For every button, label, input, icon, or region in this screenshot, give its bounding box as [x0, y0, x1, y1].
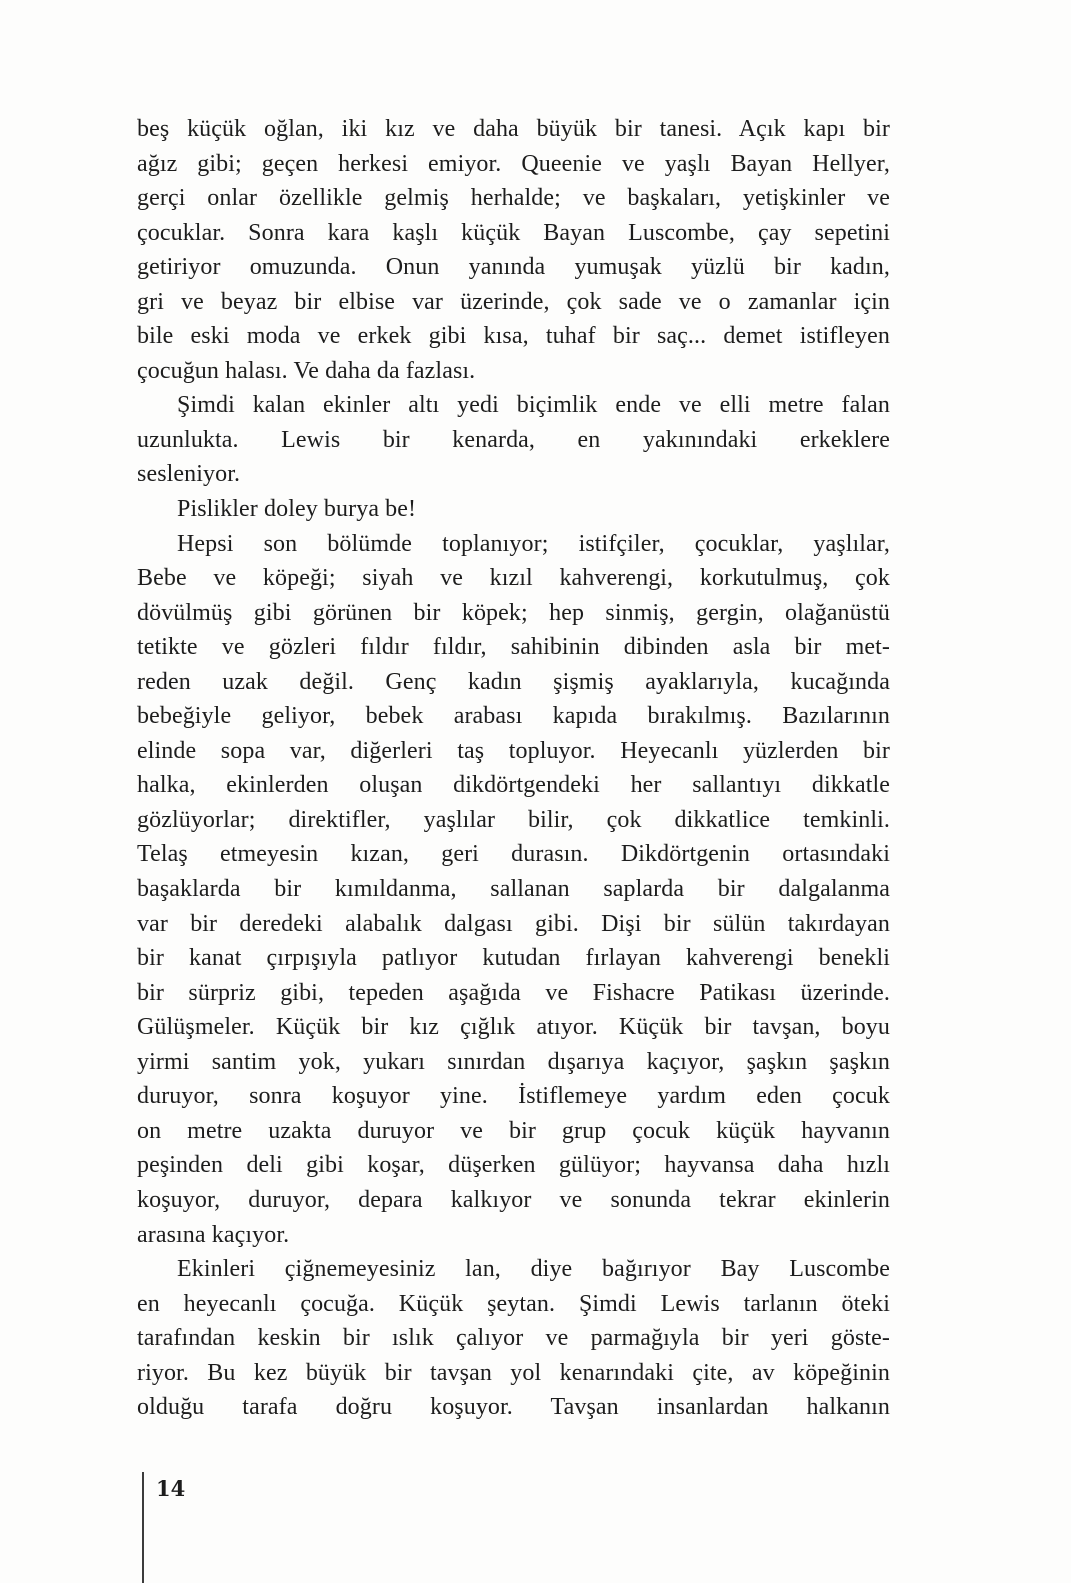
text-line: peşinden deli gibi koşar, düşerken gülüyor; hayvansa daha hızlı — [137, 1152, 890, 1179]
text-line: Hepsi son bölümde toplanıyor; istifçiler, çocuklar, yaşlılar, — [177, 530, 890, 557]
text-line: riyor. Bu kez büyük bir tavşan yol kenarındaki çite, av köpeğinin — [137, 1359, 890, 1386]
text-line: ağız gibi; geçen herkesi emiyor. Queenie ve yaşlı Bayan Hellyer, — [137, 150, 890, 177]
text-line: yirmi santim yok, yukarı sınırdan dışarıya kaçıyor, şaşkın şaşkın — [137, 1048, 890, 1075]
text-line: bir kanat çırpışıyla patlıyor kutudan fırlayan kahverengi benekli — [137, 945, 890, 972]
paragraph — [137, 527, 890, 1252]
text-line: tarafından keskin bir ıslık çalıyor ve parmağıyla bir yeri göste- — [137, 1325, 890, 1352]
text-line: halka, ekinlerden oluşan dikdörtgendeki her sallantıyı dikkatle — [137, 772, 890, 799]
text-line: çocuklar. Sonra kara kaşlı küçük Bayan Luscombe, çay sepetini — [137, 219, 890, 246]
page-number: 14 — [156, 1476, 186, 1501]
text-line: uzunlukta. Lewis bir kenarda, en yakınındaki erkeklere — [137, 426, 890, 453]
text-line: en heyecanlı çocuğa. Küçük şeytan. Şimdi Lewis tarlanın öteki — [137, 1290, 890, 1317]
text-line: bile eski moda ve erkek gibi kısa, tuhaf bir saç... demet istifleyen — [137, 323, 890, 350]
text-line: çocuğun halası. Ve daha da fazlası. — [137, 357, 476, 384]
text-line: gözlüyorlar; direktifler, yaşlılar bilir, çok dikkatlice temkinli. — [137, 806, 890, 833]
text-line: dövülmüş gibi görünen bir köpek; hep sinmiş, gergin, olağanüstü — [137, 599, 890, 626]
text-line: getiriyor omuzunda. Onun yanında yumuşak yüzlü bir kadın, — [137, 254, 890, 281]
text-line: var bir deredeki alabalık dalgası gibi. Dişi bir sülün takırdayan — [137, 910, 890, 937]
text-line: elinde sopa var, diğerleri taş topluyor. Heyecanlı yüzlerden bir — [137, 737, 890, 764]
text-line: reden uzak değil. Genç kadın şişmiş ayaklarıyla, kucağında — [137, 668, 890, 695]
text-line: olduğu tarafa doğru koşuyor. Tavşan insanlardan halkanın — [137, 1394, 890, 1421]
text-line: gri ve beyaz bir elbise var üzerinde, çok sade ve o zamanlar için — [137, 288, 890, 315]
text-line: Pislikler doley burya be! — [177, 496, 417, 523]
text-line: duruyor, sonra koşuyor yine. İstiflemeye yardım eden çocuk — [137, 1083, 890, 1110]
text-line: bebeğiyle geliyor, bebek arabası kapıda bırakılmış. Bazılarının — [137, 703, 890, 730]
text-line: beş küçük oğlan, iki kız ve daha büyük bir tanesi. Açık kapı bir — [137, 116, 890, 142]
paragraph — [137, 388, 890, 492]
text-line: başaklarda bir kımıldanma, sallanan saplarda bir dalgalanma — [137, 876, 890, 903]
text-line: Telaş etmeyesin kızan, geri durasın. Dikdörtgenin ortasındaki — [137, 841, 890, 868]
text-line: Şimdi kalan ekinler altı yedi biçimlik ende ve elli metre falan — [177, 392, 890, 419]
text-line: Ekinleri çiğnemeyesiniz lan, diye bağırıyor Bay Luscombe — [177, 1256, 890, 1283]
text-line: arasına kaçıyor. — [137, 1221, 290, 1248]
text-line: koşuyor, duruyor, depara kalkıyor ve sonunda tekrar ekinlerin — [137, 1186, 890, 1213]
text-line: on metre uzakta duruyor ve bir grup çocuk küçük hayvanın — [137, 1117, 890, 1144]
text-line: Bebe ve köpeği; siyah ve kızıl kahverengi, korkutulmuş, çok — [137, 565, 890, 592]
footer-rule — [142, 1472, 144, 1583]
paragraph — [137, 112, 890, 388]
paragraph — [137, 492, 890, 527]
text-line: sesleniyor. — [137, 461, 241, 488]
text-line: Gülüşmeler. Küçük bir kız çığlık atıyor. Küçük bir tavşan, boyu — [137, 1014, 890, 1041]
body-text — [137, 112, 890, 1425]
text-line: bir sürpriz gibi, tepeden aşağıda ve Fishacre Patikası üzerinde. — [137, 979, 890, 1006]
text-line: gerçi onlar özellikle gelmiş herhalde; ve başkaları, yetişkinler ve — [137, 185, 890, 212]
text-line: tetikte ve gözleri fıldır fıldır, sahibinin dibinden asla bir met- — [137, 634, 890, 661]
paragraph — [137, 1252, 890, 1425]
